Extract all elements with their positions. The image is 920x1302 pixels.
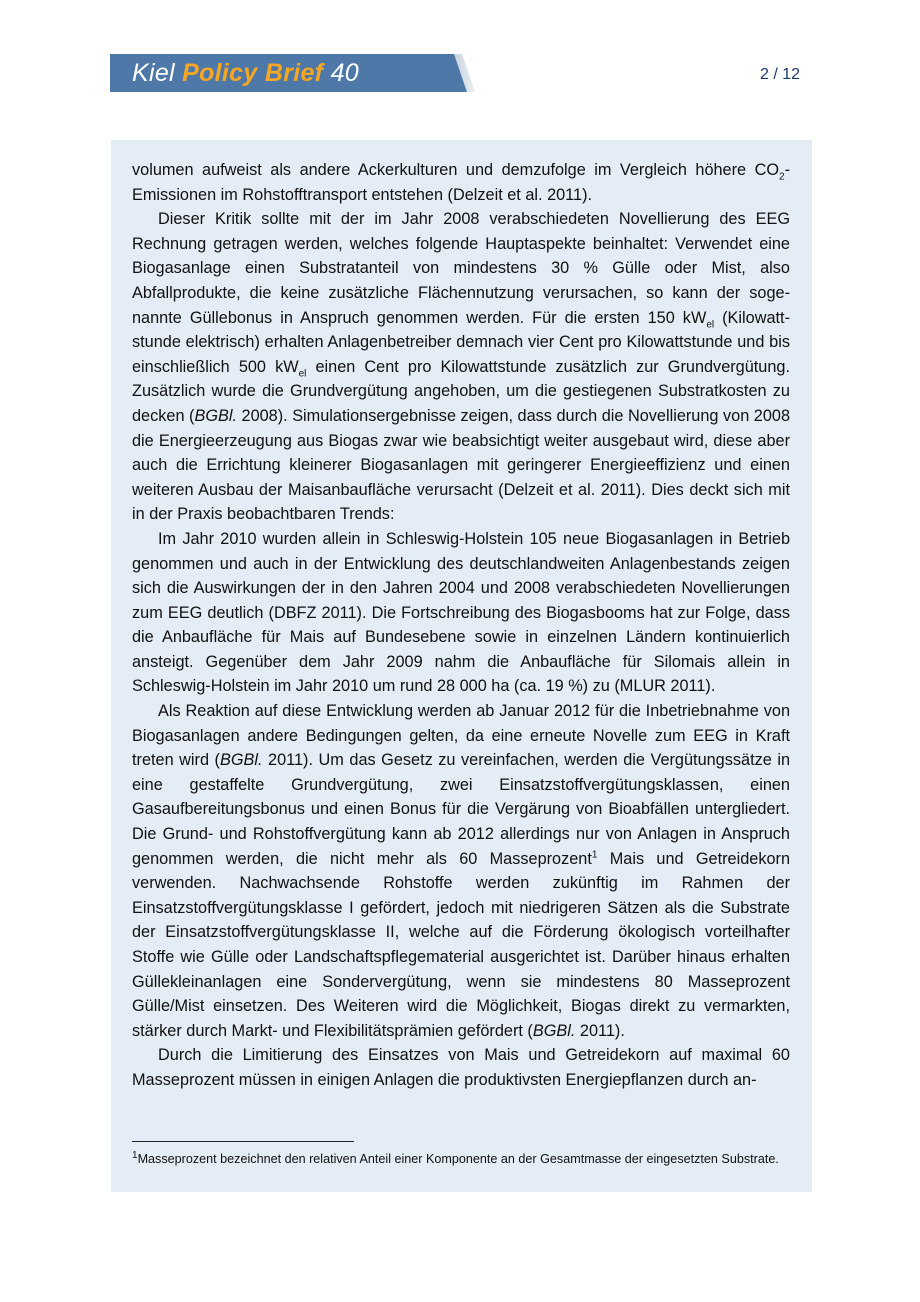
p2-text-d: 2008). Simulationsergebnisse zeigen, dass durch die Novellierung von 2008 die Energieerzeugung aus Biogas zwar wie beabsichtigt weiter ausgebaut wird, diese aber auch die Errichtung kleinerer Biogasanlagen mit geringerer Energieeffizienz und einen weiteren Ausbau der Maisanbaufläche verursacht (Delzeit et al. 2011). Dies deckt sich mit in der Praxis beobachtbaren Trends: xyxy=(132,406,790,524)
paragraph-1 xyxy=(132,158,790,207)
p4-text-a: Als Reaktion auf diese Entwicklung werden ab Januar 2012 für die Inbetriebnahme von Biogasanlagen andere Bedingungen gelten, da eine erneute Novelle zum EEG in Kraft treten wird ( xyxy=(132,702,790,770)
p1-subscript: 2 xyxy=(779,171,785,183)
content-box xyxy=(111,140,812,1192)
p2-text-c: einen Cent pro Kilowattstunde zusätzlich zur Grundvergütung. Zusätzlich wurde die Grundvergütung angehoben, um die gestiegenen Substratkosten zu decken ( xyxy=(132,357,790,425)
p1-text-b: -Emissionen im Rohstofftransport entstehen (Delzeit et al. 2011). xyxy=(132,161,790,204)
paragraph-2 xyxy=(132,207,790,527)
p4-citation-2: BGBl. xyxy=(532,1021,576,1040)
brand-policy: Policy xyxy=(182,59,258,87)
header-banner xyxy=(110,54,475,92)
brand-kiel: Kiel xyxy=(132,59,175,87)
brand-number: 40 xyxy=(330,59,359,87)
footnote xyxy=(132,1151,790,1167)
paragraph-5: Durch die Limitierung des Einsatzes von Mais und Getreidekorn auf maximal 60 Masseprozent müssen in einigen Anlagen die produktivsten Energiepflanzen durch an- xyxy=(132,1046,790,1089)
page-number: 2 / 12 xyxy=(760,66,801,83)
paragraph-4 xyxy=(132,699,790,1043)
p4-citation-1: BGBl. xyxy=(219,751,263,770)
footnote-text: Masseprozent bezeichnet den relativen Anteil einer Komponente an der Gesamtmasse der eingesetzten Substrate. xyxy=(137,1152,779,1166)
publication-title xyxy=(132,57,359,89)
footnote-divider xyxy=(132,1141,354,1142)
brand-brief: Brief xyxy=(264,59,324,87)
p4-text-c: Mais und Getreidekorn verwenden. Nachwachsende Rohstoffe werden zukünftig im Rahmen der Einsatzstoffvergütungsklasse I gefördert, jedoch mit niedrigeren Sätzen als die Substrate der Einsatzstoffvergütungsklasse II, welche auf die Förderung ökologisch vorteilhafter Stoffe wie Gülle oder Landschaftspflegematerial ausgerichtet ist. Darüber hinaus erhalten Güllekleinanlagen eine Sondervergütung, wenn sie mindestens 80 Masseprozent Gülle/Mist einsetzen. Des Weiteren wird die Möglichkeit, Biogas direkt zu vermarkten, stärker durch Markt- und Flexibilitätsprämien gefördert ( xyxy=(132,849,790,1040)
p4-text-b: 2011). Um das Gesetz zu vereinfachen, werden die Vergütungssätze in eine gestaffelte Grundvergütung, zwei Einsatzstoffvergütungsklassen, einen Gasaufbereitungsbonus und einen Bonus für die Vergärung von Bioabfällen untergliedert. Die Grund- und Rohstoffvergütung kann ab 2012 allerdings nur von Anlagen in Anspruch genommen werden, die nicht mehr als 60 Masseprozent xyxy=(132,751,790,868)
p2-text-a: Dieser Kritik sollte mit der im Jahr 2008 verabschiedeten Novellierung des EEG Rechnung getragen werden, welches folgende Hauptaspekte beinhaltet: Verwendet eine Biogasanlage einen Substratanteil von mindestens 30 % Gülle oder Mist, also Abfallprodukte, die keine zusätzliche Flächennutzung verursachen, so kann der sogenannte Güllebonus in Anspruch genommen werden. Für die ersten 150 kW xyxy=(132,210,790,327)
p4-text-d: 2011). xyxy=(575,1021,625,1040)
paragraph-3: Im Jahr 2010 wurden allein in Schleswig-Holstein 105 neue Biogasanlagen in Betrieb genommen und auch in der Entwicklung des deutschlandweiten Anlagenbestands zeigen sich die Auswirkungen der in den Jahren 2004 und 2008 verabschiedeten Novellierungen zum EEG deutlich (DBFZ 2011). Die Fortschreibung des Biogasbooms hat zur Folge, dass die Anbaufläche für Mais auf Bundesebene sowie in einzelnen Ländern kontinuierlich ansteigt. Gegenüber dem Jahr 2009 nahm die Anbaufläche für Silomais allein in Schleswig-Holstein im Jahr 2010 um rund 28 000 ha (ca. 19 %) zu (MLUR 2011). xyxy=(132,529,790,696)
footnote-number: 1 xyxy=(132,1149,138,1161)
p1-text-a: volumen aufweist als andere Ackerkulturen und demzufolge im Vergleich höhere CO xyxy=(132,161,780,179)
body-text xyxy=(132,158,790,1093)
p2-subscript-2: el xyxy=(298,368,307,379)
p2-text-b: (Kilowattstunde elektrisch) erhalten Anlagenbetreiber demnach vier Cent pro Kilowattstunde und bis einschließlich 500 kW xyxy=(132,308,790,376)
footnote-marker[interactable]: 1 xyxy=(591,849,598,861)
p2-citation: BGBl. xyxy=(194,406,237,425)
p2-subscript-1: el xyxy=(706,318,715,330)
